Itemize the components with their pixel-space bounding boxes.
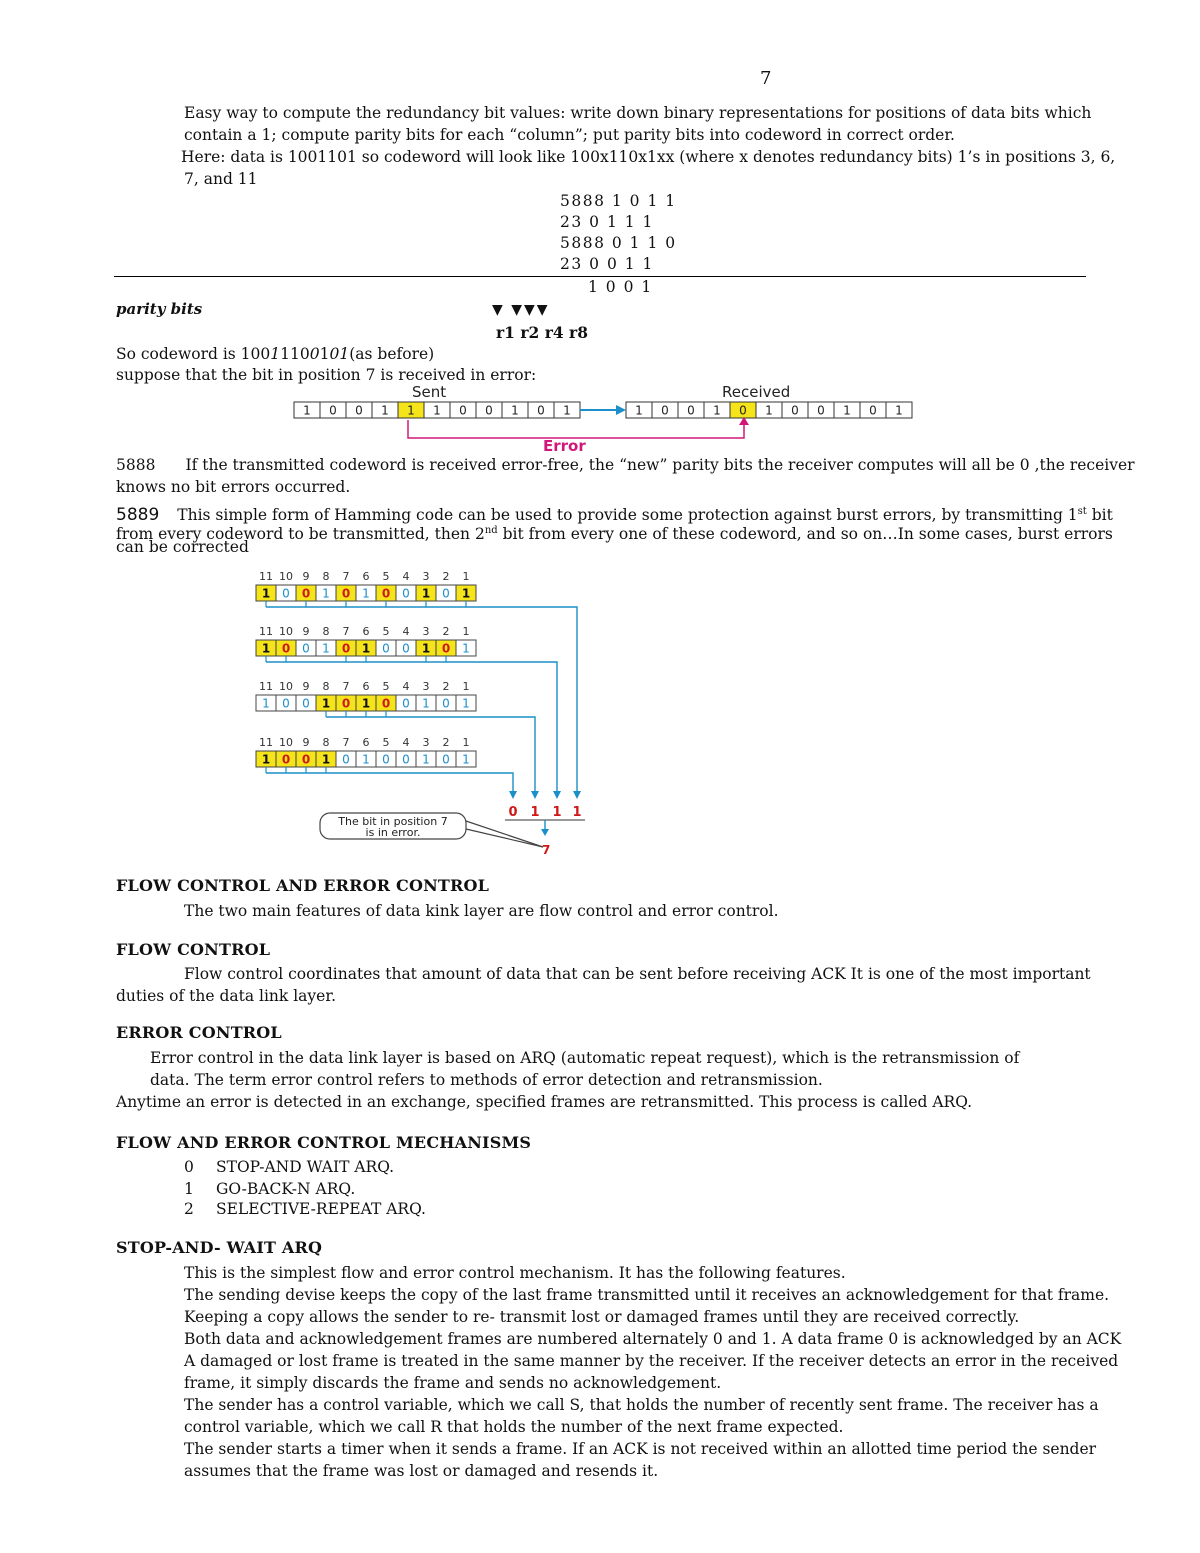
hamming-bit: 1: [261, 586, 271, 601]
error-position-label: 7: [542, 843, 551, 857]
error-control-text-1: Error control in the data link layer is based on ARQ (automatic repeat request), which is the retransmission of: [150, 1049, 1020, 1067]
bit-position-label: 8: [322, 625, 330, 638]
saw-line-7: control variable, which we call R that holds the number of the next frame expected.: [184, 1418, 844, 1436]
sent-bit: 0: [355, 403, 363, 418]
bit-position-label: 5: [382, 680, 390, 693]
bit-position-label: 4: [402, 570, 410, 583]
hamming-bit: 0: [382, 752, 390, 767]
hamming-bit: 0: [442, 696, 450, 711]
received-codeword: [626, 402, 912, 418]
codeword-line: [116, 343, 434, 365]
bit-position-label: 3: [422, 680, 430, 693]
transmit-arrowhead: [616, 405, 626, 415]
hamming-result-bits: [505, 805, 585, 836]
callout-line-2: is in error.: [365, 826, 421, 839]
point-1-line-2: knows no bit errors occurred.: [116, 478, 351, 496]
error-control-title: ERROR CONTROL: [116, 1023, 282, 1042]
point-2-text-b: bit: [1086, 506, 1113, 525]
sent-bit: 0: [329, 403, 337, 418]
parity-bits-label: parity bits: [116, 300, 203, 318]
received-bit: 1: [765, 403, 773, 418]
bit-position-label: 6: [362, 570, 370, 583]
hamming-bit: 0: [402, 696, 410, 711]
sent-bit: 1: [303, 403, 311, 418]
flow-error-title: FLOW CONTROL AND ERROR CONTROL: [116, 876, 490, 895]
parity-names: r1 r2 r4 r8: [496, 323, 588, 342]
bit-position-label: 1: [462, 736, 470, 749]
hamming-bit: 0: [342, 752, 350, 767]
saw-line-3: Both data and acknowledgement frames are numbered alternately 0 and 1. A data frame 0 is acknowledged by an ACK: [184, 1330, 1122, 1348]
connector-arrowhead: [509, 791, 517, 799]
received-label: Received: [722, 383, 791, 401]
error-control-text-2: data. The term error control refers to methods of error detection and retransmission.: [150, 1071, 823, 1089]
intro-line-2: contain a 1; compute parity bits for each “column”; put parity bits into codeword in correct order.: [184, 126, 955, 144]
hamming-bit: 1: [261, 641, 271, 656]
hamming-bit: 0: [341, 641, 351, 656]
codeword-italic-1: 1: [270, 345, 281, 363]
received-bit: 1: [895, 403, 903, 418]
bit-position-label: 6: [362, 625, 370, 638]
received-bit: 0: [791, 403, 799, 418]
saw-line-8: The sender starts a timer when it sends a frame. If an ACK is not received within an allotted time period the sender: [184, 1440, 1097, 1458]
hamming-bit: 0: [301, 752, 311, 767]
bit-position-label: 8: [322, 680, 330, 693]
saw-line-6: The sender has a control variable, which we call S, that holds the number of recently sent frame. The receiver has a: [184, 1396, 1099, 1414]
hamming-bit: 0: [442, 752, 450, 767]
saw-line-2: Keeping a copy allows the sender to re- transmit lost or damaged frames until they are received correctly.: [184, 1308, 1020, 1326]
hamming-bit: 0: [382, 641, 390, 656]
bit-position-label: 5: [382, 736, 390, 749]
point-2-text-d: bit from every one of these codeword, and so on…In some cases, burst errors: [497, 525, 1113, 544]
hamming-bit: 1: [461, 586, 471, 601]
mechanism-text-0: STOP-AND WAIT ARQ.: [216, 1158, 395, 1176]
bit-position-label: 6: [362, 680, 370, 693]
bit-position-label: 2: [442, 570, 450, 583]
hamming-bit: 1: [322, 586, 330, 601]
bit-position-label: 3: [422, 570, 430, 583]
point-1-line-1: [116, 454, 1135, 476]
hamming-bit: 1: [361, 696, 371, 711]
bit-position-label: 2: [442, 680, 450, 693]
mechanism-text-1: GO-BACK-N ARQ.: [216, 1180, 356, 1198]
bit-position-label: 4: [402, 625, 410, 638]
hamming-bit: 1: [462, 641, 470, 656]
xor-row-2: 23 0 1 1 1: [560, 213, 654, 231]
intro-line-3: Here: data is 1001101 so codeword will look like 100x110x1xx (where x denotes redundancy bits) 1’s in positions 3, 6,: [181, 148, 1116, 166]
mechanism-item-1: [184, 1178, 355, 1200]
hamming-bit: 0: [302, 641, 310, 656]
bit-position-label: 3: [422, 736, 430, 749]
xor-result: 1 0 0 1: [588, 278, 653, 296]
point-2-line-2: [116, 521, 1113, 544]
bit-position-label: 9: [302, 625, 310, 638]
bit-position-label: 11: [259, 625, 273, 638]
xor-row-3: 5888 0 1 1 0: [560, 234, 677, 252]
hamming-bit: 1: [421, 641, 431, 656]
hamming-bit: 0: [341, 586, 351, 601]
bit-position-label: 10: [279, 736, 293, 749]
codeword-prefix: So codeword is 100: [116, 345, 271, 363]
codeword-italic-2: 0: [309, 345, 320, 363]
mechanism-item-0: [184, 1156, 394, 1178]
hamming-bit: 0: [282, 696, 290, 711]
mechanism-num-1: 1: [184, 1180, 194, 1198]
received-bit: 1: [713, 403, 721, 418]
received-bit: 0: [869, 403, 877, 418]
saw-line-5: frame, it simply discards the frame and sends no acknowledgement.: [184, 1374, 722, 1392]
bit-position-label: 3: [422, 625, 430, 638]
mechanisms-title: FLOW AND ERROR CONTROL MECHANISMS: [116, 1133, 532, 1152]
stop-and-wait-title: STOP-AND- WAIT ARQ: [116, 1238, 323, 1257]
mechanism-num-2: 2: [184, 1200, 194, 1218]
bit-position-label: 11: [259, 680, 273, 693]
connector-arrowhead: [573, 791, 581, 799]
point-2-line-3: can be corrected: [116, 538, 249, 556]
mechanism-num-0: 0: [184, 1158, 194, 1176]
hamming-bit: 0: [381, 696, 391, 711]
syndrome-bit: 1: [572, 805, 582, 820]
bit-position-label: 10: [279, 570, 293, 583]
bit-position-label: 5: [382, 625, 390, 638]
bit-position-label: 1: [462, 570, 470, 583]
hamming-figure: [250, 565, 600, 860]
point-2-text-a: This simple form of Hamming code can be used to provide some protection against burst errors, by transmitting 1: [177, 506, 1078, 525]
saw-line-4: A damaged or lost frame is treated in the same manner by the receiver. If the receiver detects an error in the received: [184, 1352, 1119, 1370]
bit-position-label: 4: [402, 680, 410, 693]
hamming-bit: 1: [422, 696, 430, 711]
hamming-bit: 0: [402, 752, 410, 767]
received-bit: 1: [843, 403, 851, 418]
hamming-bit: 0: [402, 586, 410, 601]
hamming-rows: [256, 570, 476, 767]
intro-line-1: Easy way to compute the redundancy bit values: write down binary representations for positions of data bits which: [184, 104, 1092, 122]
saw-line-0: This is the simplest flow and error control mechanism. It has the following features.: [184, 1264, 846, 1282]
hamming-bit: 1: [262, 696, 270, 711]
hamming-bit: 1: [321, 752, 331, 767]
point-2-sup-2: nd: [484, 525, 498, 536]
mechanism-item-2: [184, 1198, 426, 1220]
intro-line-4: 7, and 11: [184, 170, 258, 188]
sent-bit: 0: [537, 403, 545, 418]
hamming-bit: 0: [442, 586, 450, 601]
sent-bit: 1: [381, 403, 389, 418]
hamming-bit: 1: [322, 641, 330, 656]
hamming-bit: 0: [282, 586, 290, 601]
point-2-number: 5889: [116, 505, 160, 526]
error-control-text-3: Anytime an error is detected in an exchange, specified frames are retransmitted. This process is called ARQ.: [116, 1093, 973, 1111]
bit-position-label: 9: [302, 736, 310, 749]
parity-arrows: ▼ ▼▼▼: [492, 302, 550, 318]
bit-position-label: 1: [462, 625, 470, 638]
hamming-bit: 0: [281, 641, 291, 656]
error-label: Error: [543, 437, 586, 454]
point-2-text-c: from every codeword to be transmitted, then 2: [116, 525, 485, 544]
hamming-bit: 1: [362, 752, 370, 767]
bit-position-label: 4: [402, 736, 410, 749]
bit-position-label: 6: [362, 736, 370, 749]
received-bit: 0: [687, 403, 695, 418]
sent-bit: 0: [459, 403, 467, 418]
hamming-bit: 1: [421, 586, 431, 601]
codeword-mid: 110: [280, 345, 310, 363]
sent-bit: 1: [511, 403, 519, 418]
bit-position-label: 2: [442, 736, 450, 749]
syndrome-bit: 1: [530, 805, 540, 820]
bit-position-label: 9: [302, 680, 310, 693]
syndrome-bit: 0: [508, 805, 518, 820]
connector-arrowhead: [531, 791, 539, 799]
connector-bus: [266, 773, 513, 797]
hamming-bit: 1: [422, 752, 430, 767]
hamming-bit: 1: [462, 696, 470, 711]
point-2-sup-1: st: [1077, 506, 1087, 517]
syndrome-bit: 1: [552, 805, 562, 820]
flow-control-title: FLOW CONTROL: [116, 940, 271, 959]
codeword-italic-3: 01: [329, 345, 350, 363]
bit-position-label: 7: [342, 736, 350, 749]
bit-position-label: 1: [462, 680, 470, 693]
bit-position-label: 10: [279, 625, 293, 638]
flow-control-text-1: Flow control coordinates that amount of data that can be sent before receiving ACK It is one of the most important: [184, 965, 1091, 983]
bit-position-label: 7: [342, 570, 350, 583]
xor-row-4: 23 0 0 1 1: [560, 255, 654, 273]
hamming-bit: 0: [341, 696, 351, 711]
flow-control-text-2: duties of the data link layer.: [116, 987, 336, 1005]
bit-position-label: 11: [259, 736, 273, 749]
callout-pointer-1: [466, 821, 543, 847]
hamming-bit: 0: [381, 586, 391, 601]
point-1-number: 5888: [116, 456, 156, 474]
received-bit: 0: [739, 403, 747, 418]
sent-label: Sent: [412, 383, 447, 401]
connector-arrowhead: [553, 791, 561, 799]
bit-position-label: 7: [342, 680, 350, 693]
hamming-bit: 1: [361, 641, 371, 656]
codeword-suffix: (as before): [349, 345, 435, 363]
codeword-mid-2: 1: [319, 345, 330, 363]
received-bit: 0: [661, 403, 669, 418]
hamming-bit: 0: [402, 641, 410, 656]
saw-line-1: The sending devise keeps the copy of the last frame transmitted until it receives an acknowledgement for that frame.: [184, 1286, 1110, 1304]
received-bit: 1: [635, 403, 643, 418]
hamming-bit: 1: [261, 752, 271, 767]
mechanism-text-2: SELECTIVE-REPEAT ARQ.: [216, 1200, 426, 1218]
bit-position-label: 7: [342, 625, 350, 638]
page-number: 7: [760, 68, 772, 89]
hamming-bit: 0: [281, 752, 291, 767]
sent-received-figure: [288, 382, 918, 454]
bit-position-label: 10: [279, 680, 293, 693]
sent-bit: 1: [563, 403, 571, 418]
saw-line-9: assumes that the frame was lost or damaged and resends it.: [184, 1462, 659, 1480]
sent-codeword: [294, 402, 580, 418]
bit-position-label: 8: [322, 736, 330, 749]
error-intro: suppose that the bit in position 7 is received in error:: [116, 366, 537, 384]
bit-position-label: 8: [322, 570, 330, 583]
bit-position-label: 9: [302, 570, 310, 583]
point-1-text: If the transmitted codeword is received error-free, the “new” parity bits the receiver computes will all be 0 ,the receiver: [185, 456, 1135, 474]
sent-bit: 0: [485, 403, 493, 418]
xor-row-1: 5888 1 0 1 1: [560, 192, 677, 210]
callout-line-1: The bit in position 7: [338, 815, 448, 828]
received-bit: 0: [817, 403, 825, 418]
hamming-bit: 0: [441, 641, 451, 656]
sent-bit: 1: [433, 403, 441, 418]
flow-error-text: The two main features of data kink layer are flow control and error control.: [184, 902, 779, 920]
hamming-bit: 0: [302, 696, 310, 711]
callout-pointer-2: [466, 829, 543, 847]
hamming-bit: 1: [321, 696, 331, 711]
syndrome-arrowhead: [541, 829, 549, 836]
bit-position-label: 2: [442, 625, 450, 638]
sent-bit: 1: [407, 403, 415, 418]
hamming-bit: 1: [362, 586, 370, 601]
bit-position-label: 11: [259, 570, 273, 583]
hamming-bit: 1: [462, 752, 470, 767]
bit-position-label: 5: [382, 570, 390, 583]
hamming-bit: 0: [301, 586, 311, 601]
error-path: [408, 420, 744, 438]
